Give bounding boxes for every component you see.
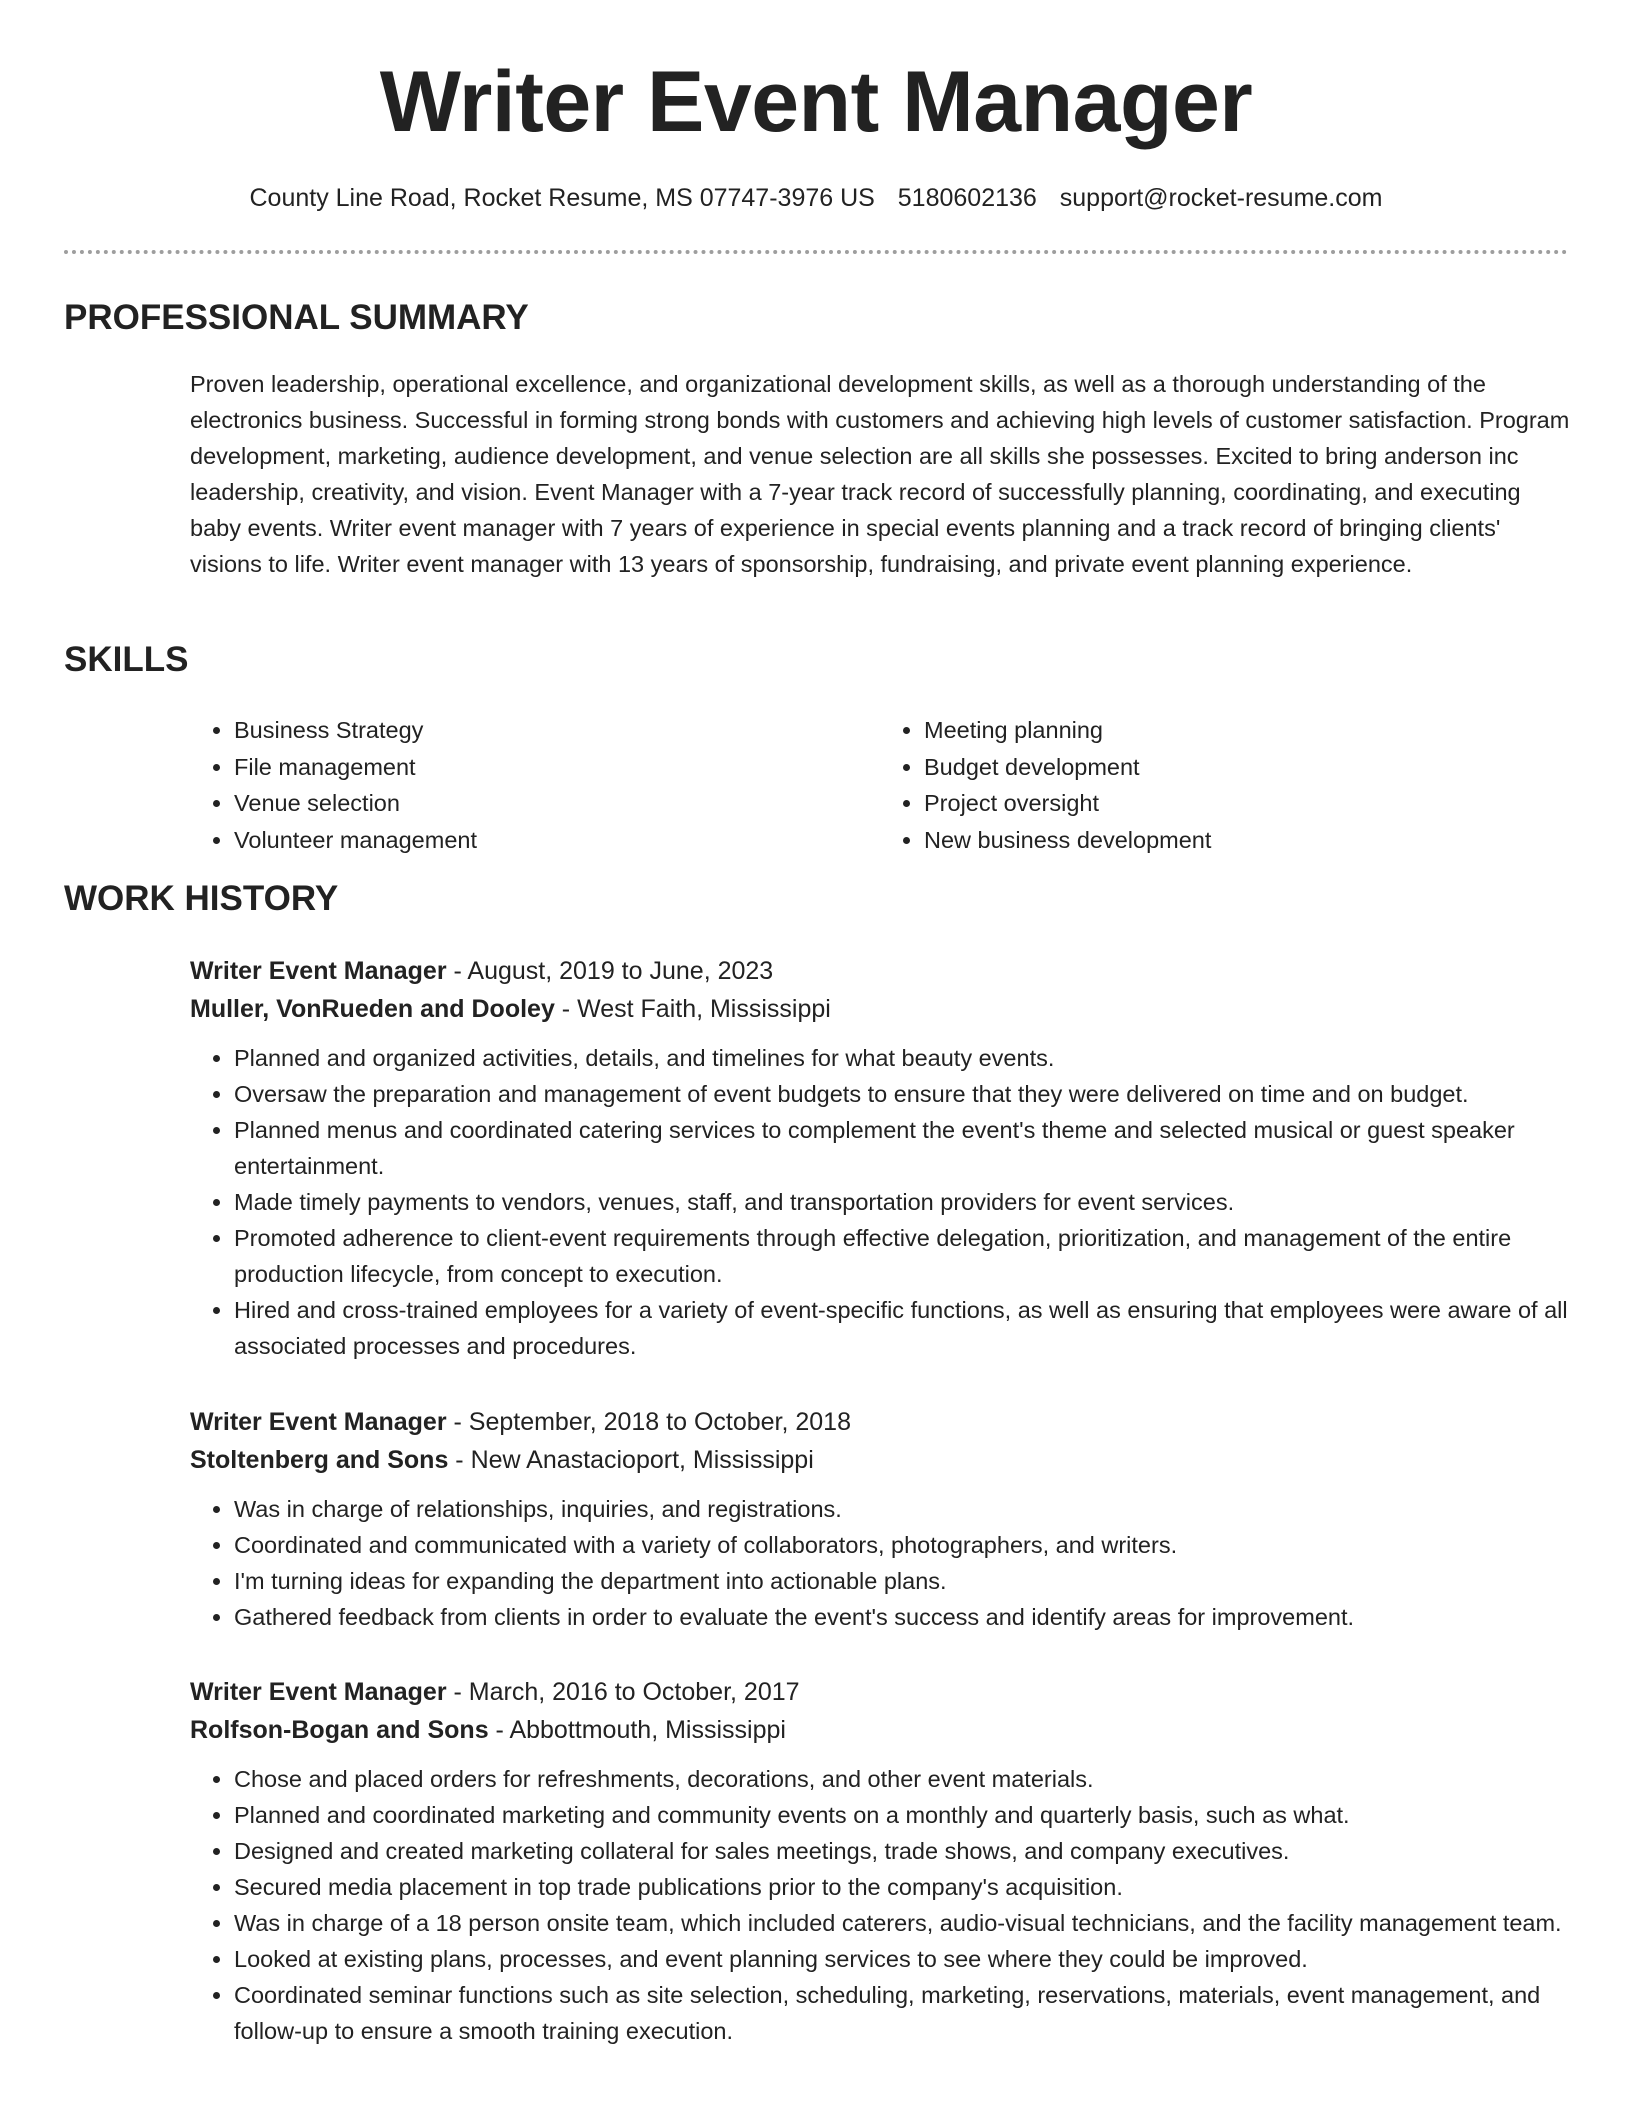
job-bullet: • Designed and created marketing collateral for sales meetings, trade shows, and company executives.	[234, 1833, 1570, 1869]
job-bullet: • Looked at existing plans, processes, and event planning services to see where they could be improved.	[234, 1941, 1570, 1977]
job-role: Writer Event Manager	[190, 957, 447, 985]
contact-address: County Line Road, Rocket Resume, MS 07747-3976 US	[249, 184, 875, 212]
job-company: Muller, VonRueden and Dooley	[190, 995, 555, 1023]
skill-item: • File management	[234, 749, 880, 786]
job-company-line	[190, 1441, 1570, 1479]
skills-list	[190, 712, 1570, 858]
job-location: - Abbottmouth, Mississippi	[488, 1716, 786, 1744]
job-role: Writer Event Manager	[190, 1408, 447, 1436]
job-bullet: • Made timely payments to vendors, venues, staff, and transportation providers for event services.	[234, 1184, 1570, 1220]
job-entry	[190, 952, 1570, 1364]
job-company: Stoltenberg and Sons	[190, 1446, 449, 1474]
contact-phone: 5180602136	[897, 184, 1037, 212]
job-bullet: • Planned and coordinated marketing and community events on a monthly and quarterly basis, such as what.	[234, 1797, 1570, 1833]
skill-item: • Volunteer management	[234, 822, 880, 859]
job-title-line	[190, 1673, 1570, 1711]
job-location: - West Faith, Mississippi	[554, 995, 831, 1023]
job-title-line	[190, 1403, 1570, 1441]
contact-line	[0, 180, 1632, 216]
job-bullet: • Planned and organized activities, details, and timelines for what beauty events.	[234, 1040, 1570, 1076]
job-bullet: • Coordinated and communicated with a variety of collaborators, photographers, and writers.	[234, 1527, 1570, 1563]
summary-text: Proven leadership, operational excellence, and organizational development skills, as well as a thorough understanding of the electronics business. Successful in forming strong bonds with customers and achieving high levels of customer satisfaction. Program development, marketing, audience development, and venue selection are all skills she possesses. Excited to bring anderson inc leadership, creativity, and vision. Event Manager with a 7-year track record of successfully planning, coordinating, and executing baby events. Writer event manager with 7 years of experience in special events planning and a track record of bringing clients' visions to life. Writer event manager with 13 years of sponsorship, fundraising, and private event planning experience.	[190, 371, 1570, 577]
skill-item: • Budget development	[924, 749, 1570, 786]
skill-item: • Project oversight	[924, 785, 1570, 822]
job-bullet: • I'm turning ideas for expanding the department into actionable plans.	[234, 1563, 1570, 1599]
job-dates: - August, 2019 to June, 2023	[446, 957, 774, 985]
job-title-line	[190, 952, 1570, 990]
job-role: Writer Event Manager	[190, 1678, 447, 1706]
summary-heading: PROFESSIONAL SUMMARY	[64, 298, 529, 337]
skill-item: • Venue selection	[234, 785, 880, 822]
skills-heading: SKILLS	[64, 640, 189, 679]
skills-column-right	[880, 712, 1570, 858]
job-bullet: • Was in charge of a 18 person onsite team, which included caterers, audio-visual technicians, and the facility management team.	[234, 1905, 1570, 1941]
job-bullet: • Oversaw the preparation and management of event budgets to ensure that they were delivered on time and on budget.	[234, 1076, 1570, 1112]
job-bullets	[190, 1491, 1570, 1635]
job-bullets	[190, 1761, 1570, 2049]
job-location: - New Anastacioport, Mississippi	[448, 1446, 814, 1474]
job-bullet: • Gathered feedback from clients in order to evaluate the event's success and identify areas for improvement.	[234, 1599, 1570, 1635]
job-company-line	[190, 990, 1570, 1028]
job-bullet: • Secured media placement in top trade publications prior to the company's acquisition.	[234, 1869, 1570, 1905]
skill-item: • New business development	[924, 822, 1570, 859]
job-dates: - March, 2016 to October, 2017	[446, 1678, 800, 1706]
job-dates: - September, 2018 to October, 2018	[446, 1408, 851, 1436]
job-bullet: • Coordinated seminar functions such as site selection, scheduling, marketing, reservations, materials, event management, and follow-up to ensure a smooth training execution.	[234, 1977, 1570, 2049]
skill-item: • Meeting planning	[924, 712, 1570, 749]
skills-column-left	[190, 712, 880, 858]
header-divider	[64, 250, 1568, 254]
job-bullets	[190, 1040, 1570, 1364]
work-history-heading: WORK HISTORY	[64, 879, 339, 918]
job-bullet: • Promoted adherence to client-event requirements through effective delegation, prioritization, and management of the entire production lifecycle, from concept to execution.	[234, 1220, 1570, 1292]
job-company: Rolfson-Bogan and Sons	[190, 1716, 489, 1744]
job-entry	[190, 1673, 1570, 2049]
skill-item: • Business Strategy	[234, 712, 880, 749]
job-entry	[190, 1403, 1570, 1635]
contact-email: support@rocket-resume.com	[1059, 184, 1383, 212]
resume-name: Writer Event Manager	[379, 54, 1253, 150]
job-bullet: • Hired and cross-trained employees for a variety of event-specific functions, as well as ensuring that employees were aware of all associated processes and procedures.	[234, 1292, 1570, 1364]
job-bullet: • Chose and placed orders for refreshments, decorations, and other event materials.	[234, 1761, 1570, 1797]
job-company-line	[190, 1711, 1570, 1749]
job-bullet: • Planned menus and coordinated catering services to complement the event's theme and selected musical or guest speaker entertainment.	[234, 1112, 1570, 1184]
job-bullet: • Was in charge of relationships, inquiries, and registrations.	[234, 1491, 1570, 1527]
